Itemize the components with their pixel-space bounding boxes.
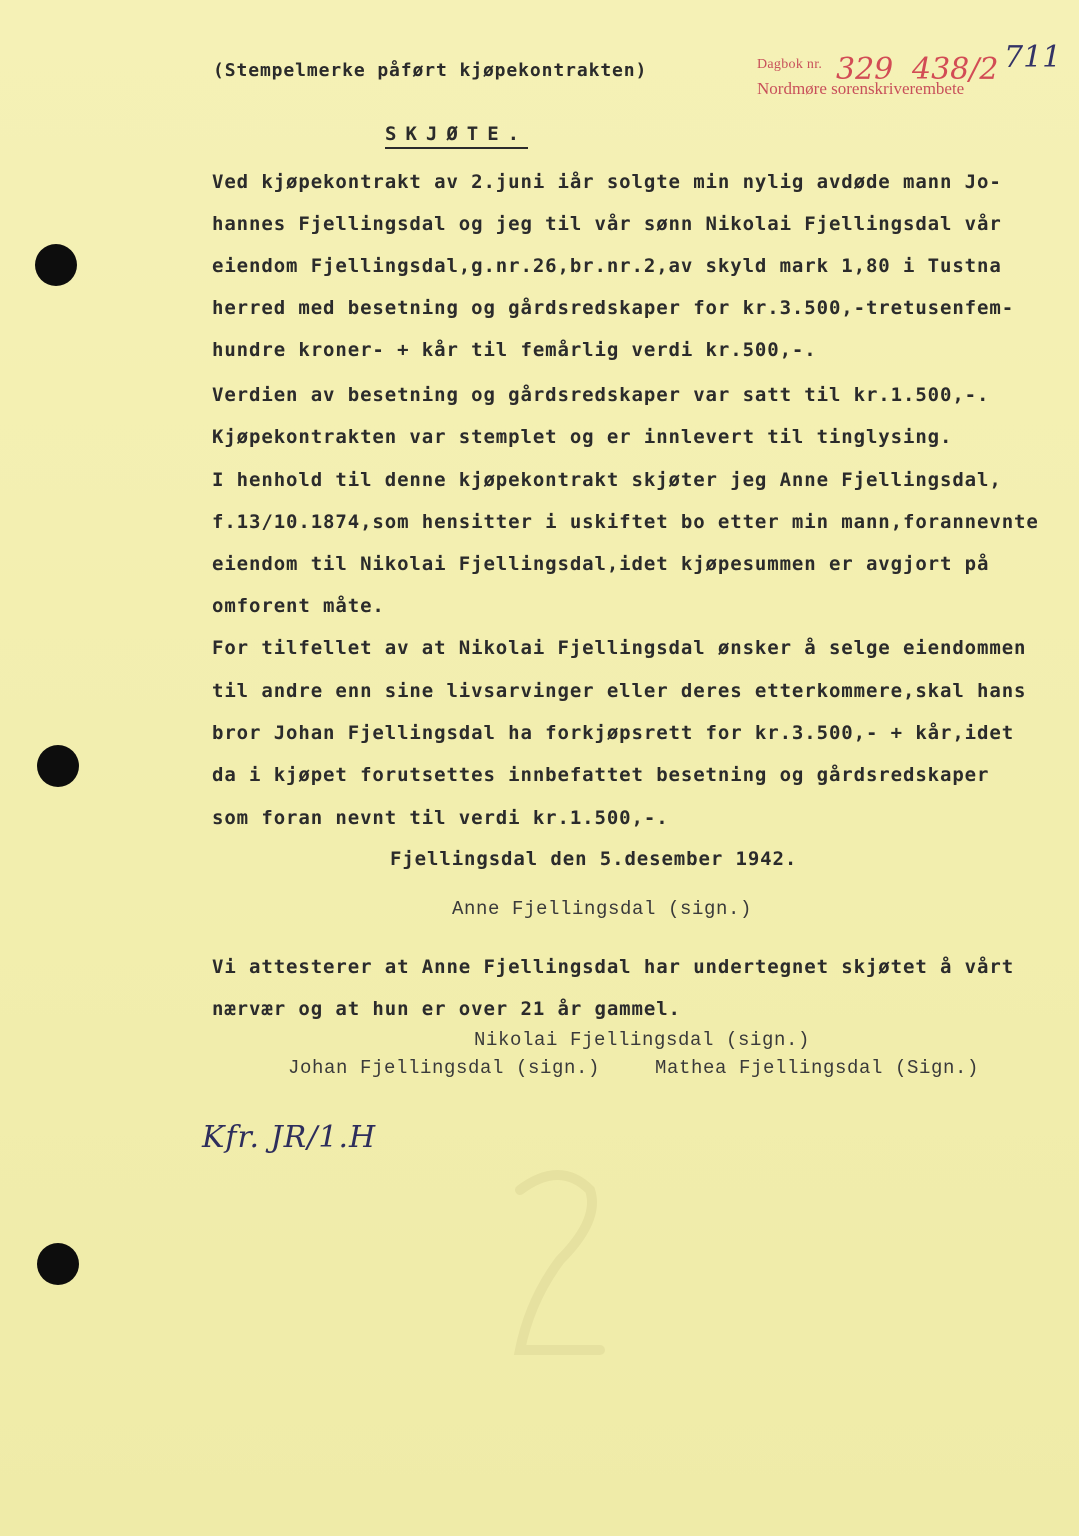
body-line: da i kjøpet forutsettes innbefattet besetning og gårdsredskaper [212,764,990,786]
page-number: 711 [1004,40,1062,75]
body-line: omforent måte. [212,595,385,617]
signature-anne: Anne Fjellingsdal (sign.) [452,898,753,920]
place-date: Fjellingsdal den 5.desember 1942. [390,848,798,870]
handwritten-footer-note: Kfr. JR/1.H [202,1120,377,1155]
body-line: Ved kjøpekontrakt av 2.juni iår solgte min nylig avdøde mann Jo- [212,171,1002,193]
body-line: eiendom Fjellingsdal,g.nr.26,br.nr.2,av skyld mark 1,80 i Tustna [212,255,1002,277]
body-line: som foran nevnt til verdi kr.1.500,-. [212,807,669,829]
witness-johan: Johan Fjellingsdal (sign.) [288,1057,601,1079]
stamp-label-top: Dagbok nr. [757,57,823,72]
witness-mathea: Mathea Fjellingsdal (Sign.) [655,1057,980,1079]
handwritten-slash-number: 438/2 [912,52,999,87]
body-line: bror Johan Fjellingsdal ha forkjøpsrett for kr.3.500,- + kår,idet [212,722,1015,744]
body-line: hundre kroner- + kår til femårlig verdi kr.500,-. [212,339,817,361]
attest-line: Vi attesterer at Anne Fjellingsdal har undertegnet skjøtet å vårt [212,956,1015,978]
punch-hole-top [35,244,77,286]
stamp-label-bottom: Nordmøre sorenskriverembete [757,79,965,98]
witness-nikolai: Nikolai Fjellingsdal (sign.) [474,1029,811,1051]
punch-hole-middle [37,745,79,787]
bleed-through-mark [500,1150,620,1370]
body-line: For tilfellet av at Nikolai Fjellingsdal ønsker å selge eiendommen [212,637,1027,659]
body-line: herred med besetning og gårdsredskaper for kr.3.500,-tretusenfem- [212,297,1015,319]
body-line: eiendom til Nikolai Fjellingsdal,idet kjøpesummen er avgjort på [212,553,990,575]
body-line: hannes Fjellingsdal og jeg til vår sønn Nikolai Fjellingsdal vår [212,213,1002,235]
punch-hole-bottom [37,1243,79,1285]
handwritten-entry-number: 329 [836,52,894,87]
header-note: (Stempelmerke påført kjøpekontrakten) [213,60,648,81]
body-line: Verdien av besetning og gårdsredskaper var satt til kr.1.500,-. [212,384,990,406]
attest-line: nærvær og at hun er over 21 år gammel. [212,998,681,1020]
document-title: SKJØTE. [385,123,528,149]
body-line: til andre enn sine livsarvinger eller deres etterkommere,skal hans [212,680,1027,702]
body-line: I henhold til denne kjøpekontrakt skjøter jeg Anne Fjellingsdal, [212,469,1002,491]
body-line: Kjøpekontrakten var stemplet og er innlevert til tinglysing. [212,426,953,448]
body-line: f.13/10.1874,som hensitter i uskiftet bo etter min mann,forannevnte [212,511,1039,533]
